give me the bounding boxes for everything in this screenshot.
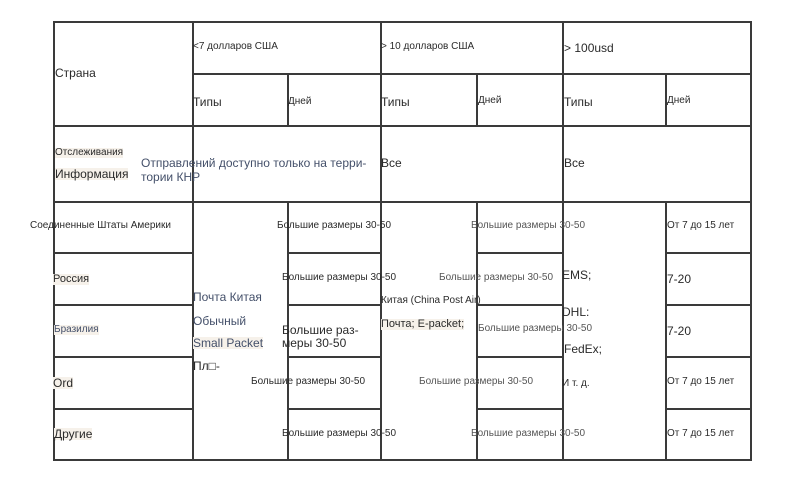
size-russia-tier1: Большие размеры 30-50: [282, 272, 397, 283]
size-russia-tier2: Большие размеры 30-50: [439, 272, 554, 283]
tier1-type-1: Почта Китая: [193, 290, 262, 304]
country-usa: Соединенные Штаты Америки: [30, 220, 171, 231]
table-row-divider: [288, 408, 381, 410]
table-row-divider: [288, 356, 381, 358]
size-ord-tier1: Большие размеры 30-50: [251, 376, 366, 387]
tier2-days-header: Дней: [478, 95, 502, 106]
tracking-note: Отправлений доступно только на терри-тории КНР: [141, 156, 367, 184]
country-other: Другие: [54, 427, 93, 441]
tier1-days-header: Дней: [288, 96, 312, 107]
tier3-type-2: DHL:: [562, 305, 590, 319]
table-col-divider: [562, 21, 564, 461]
size-usa-tier2: Большие размеры 30-50: [471, 220, 586, 231]
size-brazil-tier1: Большие раз-меры 30-50: [282, 323, 359, 350]
size-brazil-tier2: Большие размеры 30-50: [478, 323, 593, 334]
tier3-types-header: Типы: [564, 95, 593, 109]
tracking-all-tier2: Все: [381, 156, 402, 170]
size-usa-tier1: Большие размеры 30-50: [277, 220, 392, 231]
tier1-types-header: Типы: [193, 95, 222, 109]
table-col-divider: [192, 21, 194, 461]
tier1-type-4: Пл□-: [193, 359, 220, 373]
country-russia: Россия: [53, 273, 90, 285]
tracking-label-line2: Информация: [55, 167, 129, 181]
tier2-type-line1: Китая (China Post Air): [381, 295, 481, 306]
table-row-divider: [53, 125, 751, 127]
table-row-divider: [288, 252, 381, 254]
table-border-left: [53, 21, 55, 461]
table-row-divider: [477, 408, 563, 410]
table-border-top: [53, 21, 751, 23]
table-row-divider: [666, 356, 751, 358]
size-other-tier1: Большие размеры 30-50: [282, 428, 397, 439]
table-border-right: [750, 21, 752, 461]
tier1-type-2: Обычный: [193, 314, 247, 328]
table-row-divider: [288, 304, 381, 306]
tier3-days-header: Дней: [667, 95, 691, 106]
tier3-type-1: EMS;: [562, 268, 592, 282]
tier1-type-3: Small Packet: [193, 336, 264, 350]
tracking-all-tier3: Все: [564, 156, 585, 170]
table-row-divider: [477, 252, 563, 254]
tracking-label-line1: Отслеживания: [55, 147, 124, 158]
days-russia: 7-20: [667, 272, 692, 286]
table-row-divider: [193, 73, 751, 75]
tier3-type-3: FedEx;: [564, 342, 603, 356]
table-row-divider: [666, 304, 751, 306]
tier2-header: > 10 долларов США: [381, 41, 475, 52]
country-brazil: Бразилия: [54, 324, 99, 335]
table-row-divider: [53, 304, 193, 306]
table-col-divider: [380, 21, 382, 461]
tier2-types-header: Типы: [381, 95, 410, 109]
days-ord: От 7 до 15 лет: [667, 376, 735, 387]
tier3-type-4: И т. д.: [562, 378, 590, 389]
country-ord: Ord: [53, 376, 74, 390]
country-header: Страна: [55, 66, 96, 80]
table-row-divider: [53, 356, 193, 358]
table-row-divider: [53, 201, 751, 203]
table-row-divider: [477, 304, 563, 306]
days-usa: От 7 до 15 лет: [667, 220, 735, 231]
tier2-type-line2: Почта; E-packet;: [381, 318, 465, 330]
tier3-header: > 100usd: [564, 41, 614, 55]
days-brazil: 7-20: [667, 324, 692, 338]
table-row-divider: [53, 252, 193, 254]
size-other-tier2: Большие размеры 30-50: [471, 428, 586, 439]
table-border-bottom: [53, 459, 751, 461]
table-row-divider: [666, 252, 751, 254]
tier1-header: <7 долларов США: [193, 41, 278, 52]
days-other: От 7 до 15 лет: [667, 428, 735, 439]
table-row-divider: [477, 356, 563, 358]
size-ord-tier2: Большие размеры 30-50: [419, 376, 534, 387]
table-row-divider: [53, 408, 193, 410]
table-row-divider: [666, 408, 751, 410]
